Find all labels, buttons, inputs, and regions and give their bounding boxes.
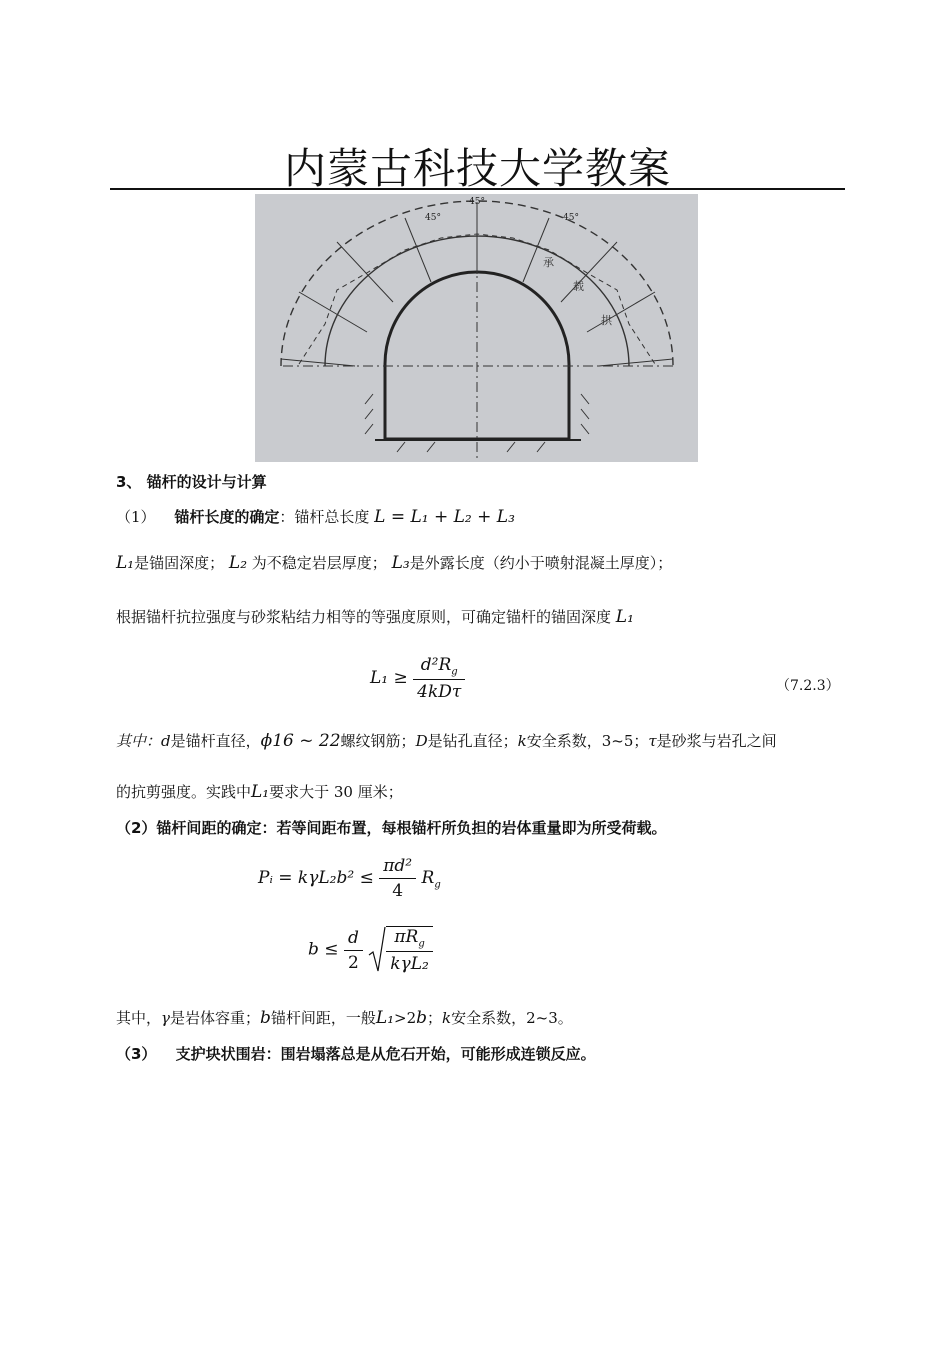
where-rebar-text: 螺纹钢筋； bbox=[340, 732, 416, 750]
sqrt-sign bbox=[368, 925, 386, 975]
p1-text: ：锚杆总长度 bbox=[279, 508, 370, 526]
arch-label-3: 拱 bbox=[601, 314, 612, 327]
p3-text: 支护块状围岩：围岩塌落总是从危石开始，可能形成连锁反应。 bbox=[175, 1045, 596, 1063]
equation-spacing bbox=[308, 925, 433, 975]
p1-formula: L = L₁ + L₂ + L₃ bbox=[374, 507, 515, 527]
sqrt-numerator-sub: g bbox=[418, 938, 425, 950]
var-gamma: γ bbox=[161, 1009, 170, 1027]
def-3: 是外露长度（约小于喷射混凝土厚度）； bbox=[409, 554, 673, 572]
p1-number: （1） bbox=[116, 508, 156, 526]
eq3-numerator: d bbox=[344, 928, 363, 951]
length-definitions bbox=[116, 553, 672, 573]
var-L2: L₂ bbox=[228, 553, 248, 573]
principle-text: 根据锚杆抗拉强度与砂浆粘结力相等的等强度原则，可确定锚杆的锚固深度 bbox=[116, 608, 612, 626]
var-D: D bbox=[415, 732, 428, 750]
eq3-fraction bbox=[344, 928, 363, 973]
eq2-rhs-sub: g bbox=[434, 879, 441, 891]
section-heading: 3、 锚杆的设计与计算 bbox=[116, 473, 267, 491]
var-k2: k bbox=[442, 1009, 452, 1027]
var-L3: L₃ bbox=[391, 553, 410, 573]
eq-numerator-sub: g bbox=[451, 666, 458, 678]
angle-label-left: 45° bbox=[425, 213, 441, 223]
where-D-text: 是钻孔直径； bbox=[427, 732, 518, 750]
gamma-text: 是岩体容重； bbox=[169, 1009, 260, 1027]
gt-2: >2 bbox=[394, 1009, 417, 1027]
sqrt-fraction bbox=[386, 926, 433, 974]
paragraph-1 bbox=[116, 507, 515, 527]
sqrt-numerator: πR bbox=[394, 926, 419, 947]
equation-number: （7.2.3） bbox=[776, 678, 840, 694]
eq2-denominator: 4 bbox=[392, 881, 404, 901]
principle-var: L₁ bbox=[615, 607, 634, 627]
var-b: b bbox=[260, 1008, 271, 1028]
eq-denominator: 4kDτ bbox=[417, 682, 462, 703]
eq2-fraction bbox=[379, 856, 416, 901]
k2-text: 安全系数，2~3。 bbox=[451, 1009, 573, 1027]
where-k-text: 安全系数，3~5； bbox=[526, 732, 649, 750]
paragraph-3 bbox=[116, 1044, 596, 1064]
where-line-1 bbox=[116, 731, 777, 751]
page-title: 内蒙古科技大学教案 bbox=[283, 144, 671, 193]
where-tau-text: 是砂浆与岩孔之间 bbox=[656, 732, 777, 750]
load-bearing-arch-figure bbox=[255, 194, 698, 462]
p1-heading: 锚杆长度的确定 bbox=[174, 508, 280, 526]
b-text: 锚杆间距，一般 bbox=[270, 1009, 376, 1027]
var-k: k bbox=[517, 732, 527, 750]
sqrt-denominator: kγL₂ bbox=[390, 954, 429, 975]
p3-number: （3） bbox=[116, 1045, 157, 1063]
eq-lhs: L₁ ≥ bbox=[370, 668, 408, 689]
where-line-2 bbox=[116, 782, 403, 802]
eq3-denominator: 2 bbox=[347, 952, 359, 973]
def-1: 是锚固深度； bbox=[134, 554, 225, 572]
equation-load bbox=[258, 856, 441, 901]
eq2-rhs: R bbox=[421, 868, 435, 888]
where2-line bbox=[116, 1008, 573, 1028]
arch-label-2: 载 bbox=[573, 280, 584, 293]
eq-numerator: d²R bbox=[420, 655, 452, 675]
sqrt-radical bbox=[368, 925, 433, 975]
paragraph-2: （2）锚杆间距的确定：若等间距布置，每根锚杆所负担的岩体重量即为所受荷载。 bbox=[116, 819, 667, 837]
title-underline bbox=[110, 188, 845, 190]
where2-label: 其中， bbox=[116, 1009, 162, 1027]
semicolon: ； bbox=[427, 1009, 443, 1027]
var-b2: b bbox=[416, 1008, 428, 1028]
eq2-numerator: πd² bbox=[379, 856, 416, 879]
rebar-spec: ϕ16 ~ 22 bbox=[260, 731, 341, 751]
equation-anchorage-depth bbox=[370, 655, 465, 702]
var-tau: τ bbox=[648, 732, 657, 750]
def-2: 为不稳定岩层厚度； bbox=[247, 554, 387, 572]
where2-var: L₁ bbox=[251, 782, 270, 802]
where-d-text: 是锚杆直径， bbox=[170, 732, 261, 750]
arch-diagram bbox=[255, 194, 698, 462]
eq2-lhs: Pᵢ = kγL₂b² ≤ bbox=[258, 868, 374, 888]
where2-text-a: 的抗剪强度。实践中 bbox=[116, 783, 252, 801]
eq3-lhs: b ≤ bbox=[308, 939, 339, 960]
angle-label-top: 45° bbox=[469, 197, 485, 207]
var-d: d bbox=[161, 732, 171, 750]
var-L1b: L₁ bbox=[375, 1008, 395, 1028]
where2-text-c: 要求大于 30 厘米； bbox=[269, 783, 403, 801]
angle-label-right: 45° bbox=[563, 213, 579, 223]
arch-label-1: 承 bbox=[543, 256, 554, 269]
where-label: 其中： bbox=[116, 732, 162, 750]
eq-fraction bbox=[413, 655, 465, 702]
var-L1: L₁ bbox=[116, 553, 135, 573]
principle-line bbox=[116, 607, 634, 627]
